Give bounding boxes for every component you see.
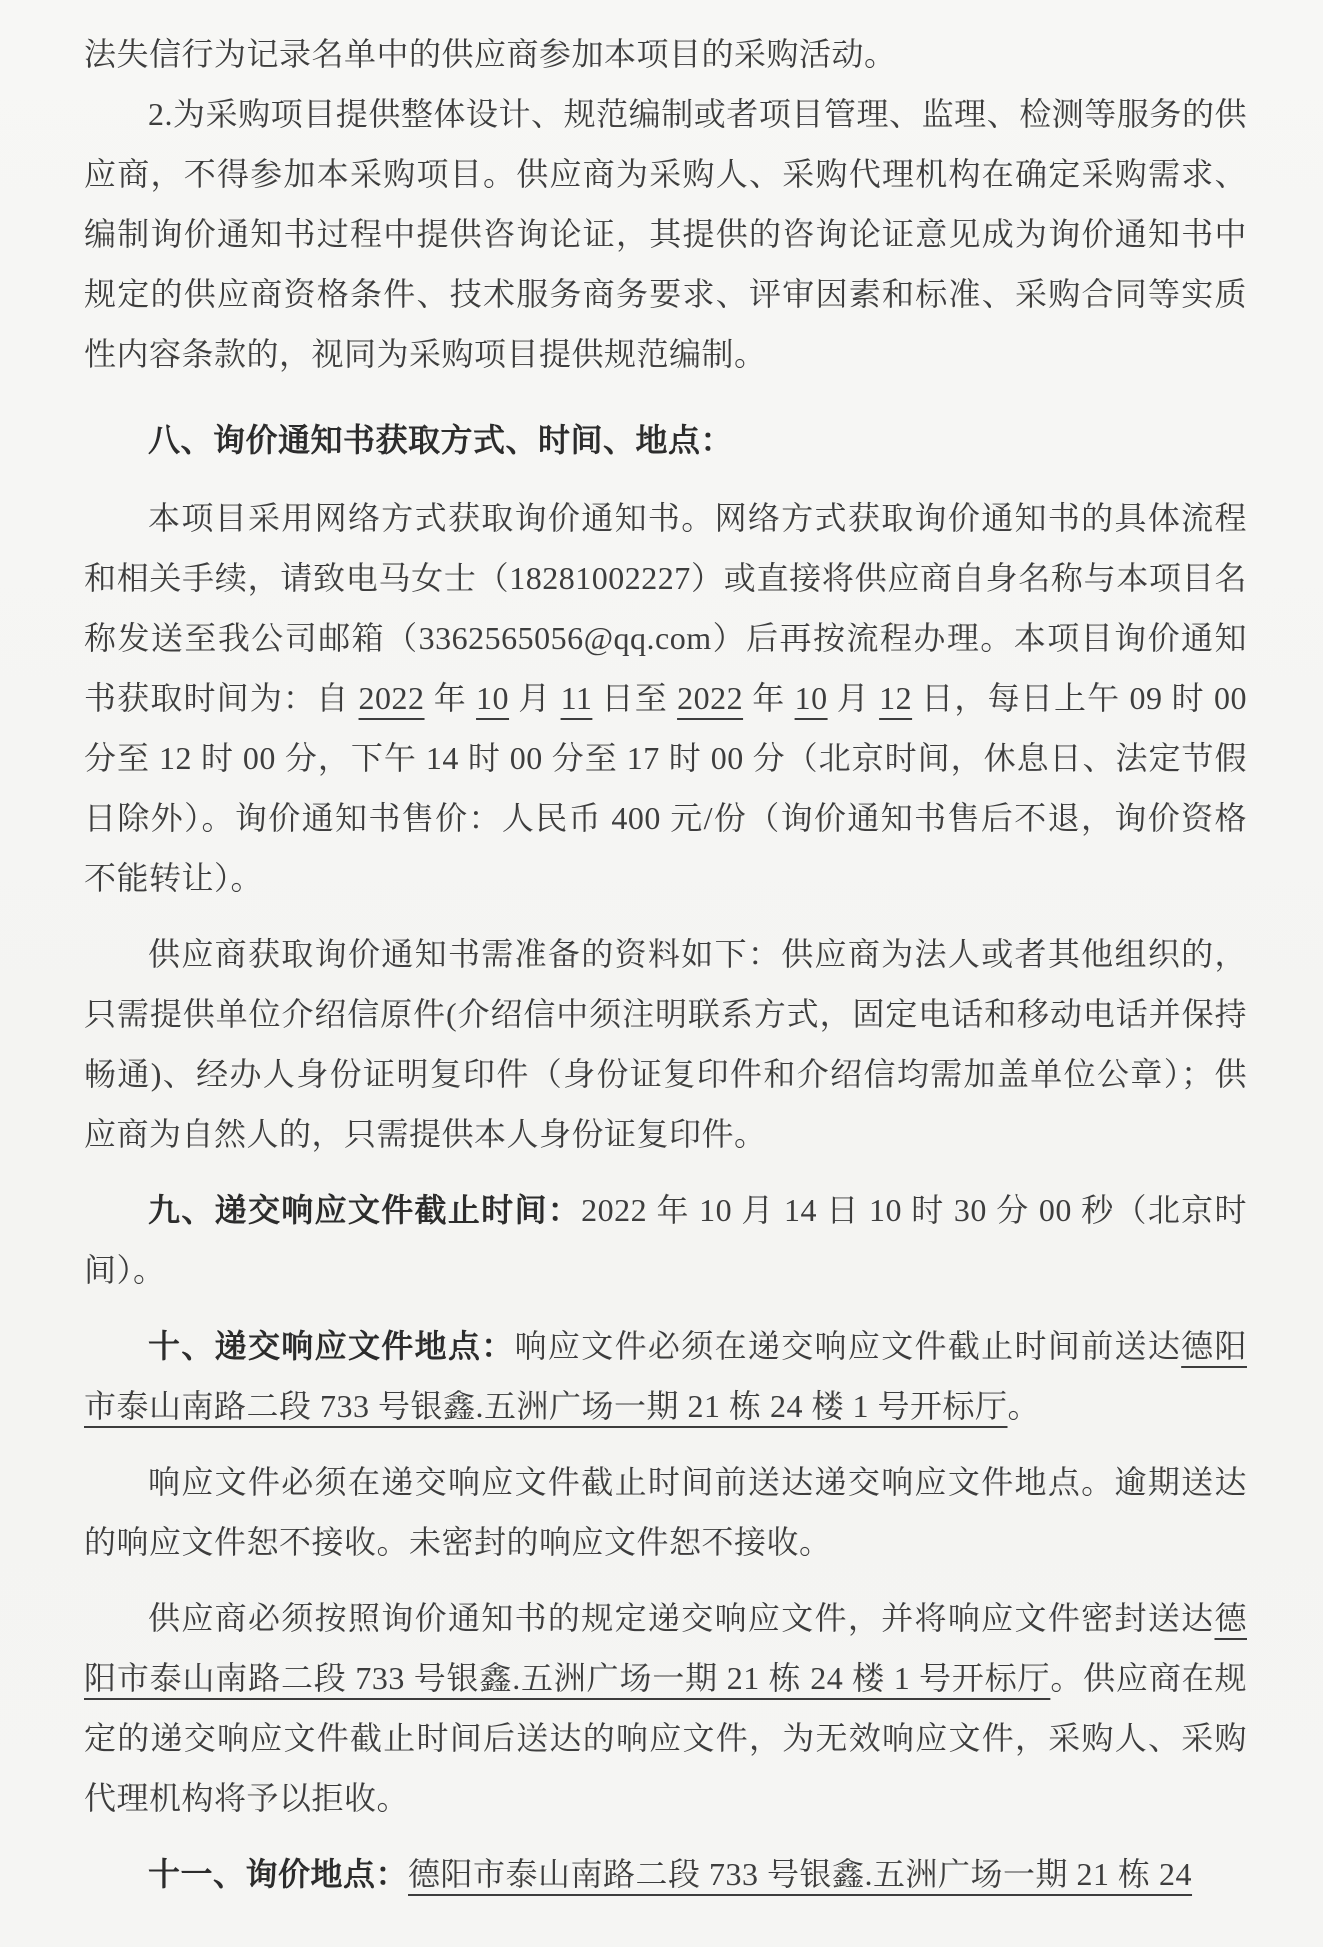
text-run: 本项目采用网络方式获取询价通知书。网络方式获取询价通知书的具体流程和相关手续，请致电马女士（18281002227）或直接将供应商自身名称与本项目名称发送至我公司邮箱（3362565056@qq.com）后再按流程办理。本项目询价通知书获取时间为：自	[84, 500, 1247, 716]
text-run: 2.为采购项目提供整体设计、规范编制或者项目管理、监理、检测等服务的供应商，不得参加本采购项目。供应商为采购人、采购代理机构在确定采购需求、编制询价通知书过程中提供咨询论证，其提供的咨询论证意见成为询价通知书中规定的供应商资格条件、技术服务商务要求、评审因素和标准、采购合同等实质性内容条款的，视同为采购项目提供规范编制。	[84, 96, 1247, 372]
paragraph-continuation	[84, 24, 1247, 84]
text-run: 年	[424, 680, 477, 716]
underlined-text: 德阳市泰山南路二段 733 号银鑫.五洲广场一期 21 栋 24 楼 1 号开标厅	[84, 1328, 1247, 1424]
paragraph-section-10-location	[84, 1316, 1247, 1436]
text-run: 供应商获取询价通知书需准备的资料如下：供应商为法人或者其他组织的，只需提供单位介绍信原件(介绍信中须注明联系方式，固定电话和移动电话并保持畅通)、经办人身份证明复印件（身份证复印件和介绍信均需加盖单位公章）；供应商为自然人的，只需提供本人身份证复印件。	[84, 936, 1247, 1152]
text-run: 供应商必须按照询价通知书的规定递交响应文件，并将响应文件密封送达	[148, 1600, 1215, 1636]
underlined-text: 2022	[677, 680, 744, 716]
paragraph-clause-2	[84, 84, 1247, 384]
underlined-text: 德阳市泰山南路二段 733 号银鑫.五洲广场一期 21 栋 24 楼 1 号开标厅	[84, 1600, 1247, 1696]
heading-section-8	[84, 410, 1247, 470]
bold-label: 八、询价通知书获取方式、时间、地点：	[148, 422, 734, 458]
text-run: 法失信行为记录名单中的供应商参加本项目的采购活动。	[84, 36, 897, 72]
text-run: 年	[743, 680, 795, 716]
paragraph-required-materials	[84, 924, 1247, 1164]
paragraph-notice-acquisition	[84, 488, 1247, 908]
underlined-text: 10	[476, 680, 510, 716]
paragraph-section-9-deadline	[84, 1180, 1247, 1300]
text-run: 响应文件必须在递交响应文件截止时间前送达	[514, 1328, 1182, 1364]
bold-label: 十一、询价地点：	[148, 1856, 409, 1892]
paragraph-delivery-rules	[84, 1452, 1247, 1572]
underlined-text: 2022	[358, 680, 425, 716]
paragraph-sealed-delivery	[84, 1588, 1247, 1828]
underlined-text: 10	[794, 680, 828, 716]
paragraph-section-11-inquiry-place	[84, 1844, 1247, 1904]
text-run: 2022 年 10 月 14 日 10 时 30 分 00 秒（北京时间）。	[84, 1192, 1247, 1288]
text-run: 月	[509, 680, 561, 716]
text-run: 。供应商在规定的递交响应文件截止时间后送达的响应文件，为无效响应文件，采购人、采购代理机构将予以拒收。	[84, 1660, 1247, 1816]
underlined-text: 11	[560, 680, 593, 716]
underlined-text: 德阳市泰山南路二段 733 号银鑫.五洲广场一期 21 栋 24	[408, 1856, 1193, 1892]
text-run: 日，每日上午 09 时 00 分至 12 时 00 分，下午 14 时 00 分至 17 时 00 分（北京时间，休息日、法定节假日除外）。询价通知书售价：人民币 400 元/份（询价通知书售后不退，询价资格不能转让）。	[84, 680, 1247, 896]
text-run: 响应文件必须在递交响应文件截止时间前送达递交响应文件地点。逾期送达的响应文件恕不接收。未密封的响应文件恕不接收。	[84, 1464, 1247, 1560]
document-body	[84, 24, 1247, 1904]
bold-label: 九、递交响应文件截止时间：	[148, 1192, 582, 1228]
bold-label: 十、递交响应文件地点：	[148, 1328, 515, 1364]
text-run: 。	[1007, 1388, 1041, 1424]
underlined-text: 12	[879, 680, 913, 716]
text-run: 月	[827, 680, 880, 716]
text-run: 日至	[592, 680, 678, 716]
